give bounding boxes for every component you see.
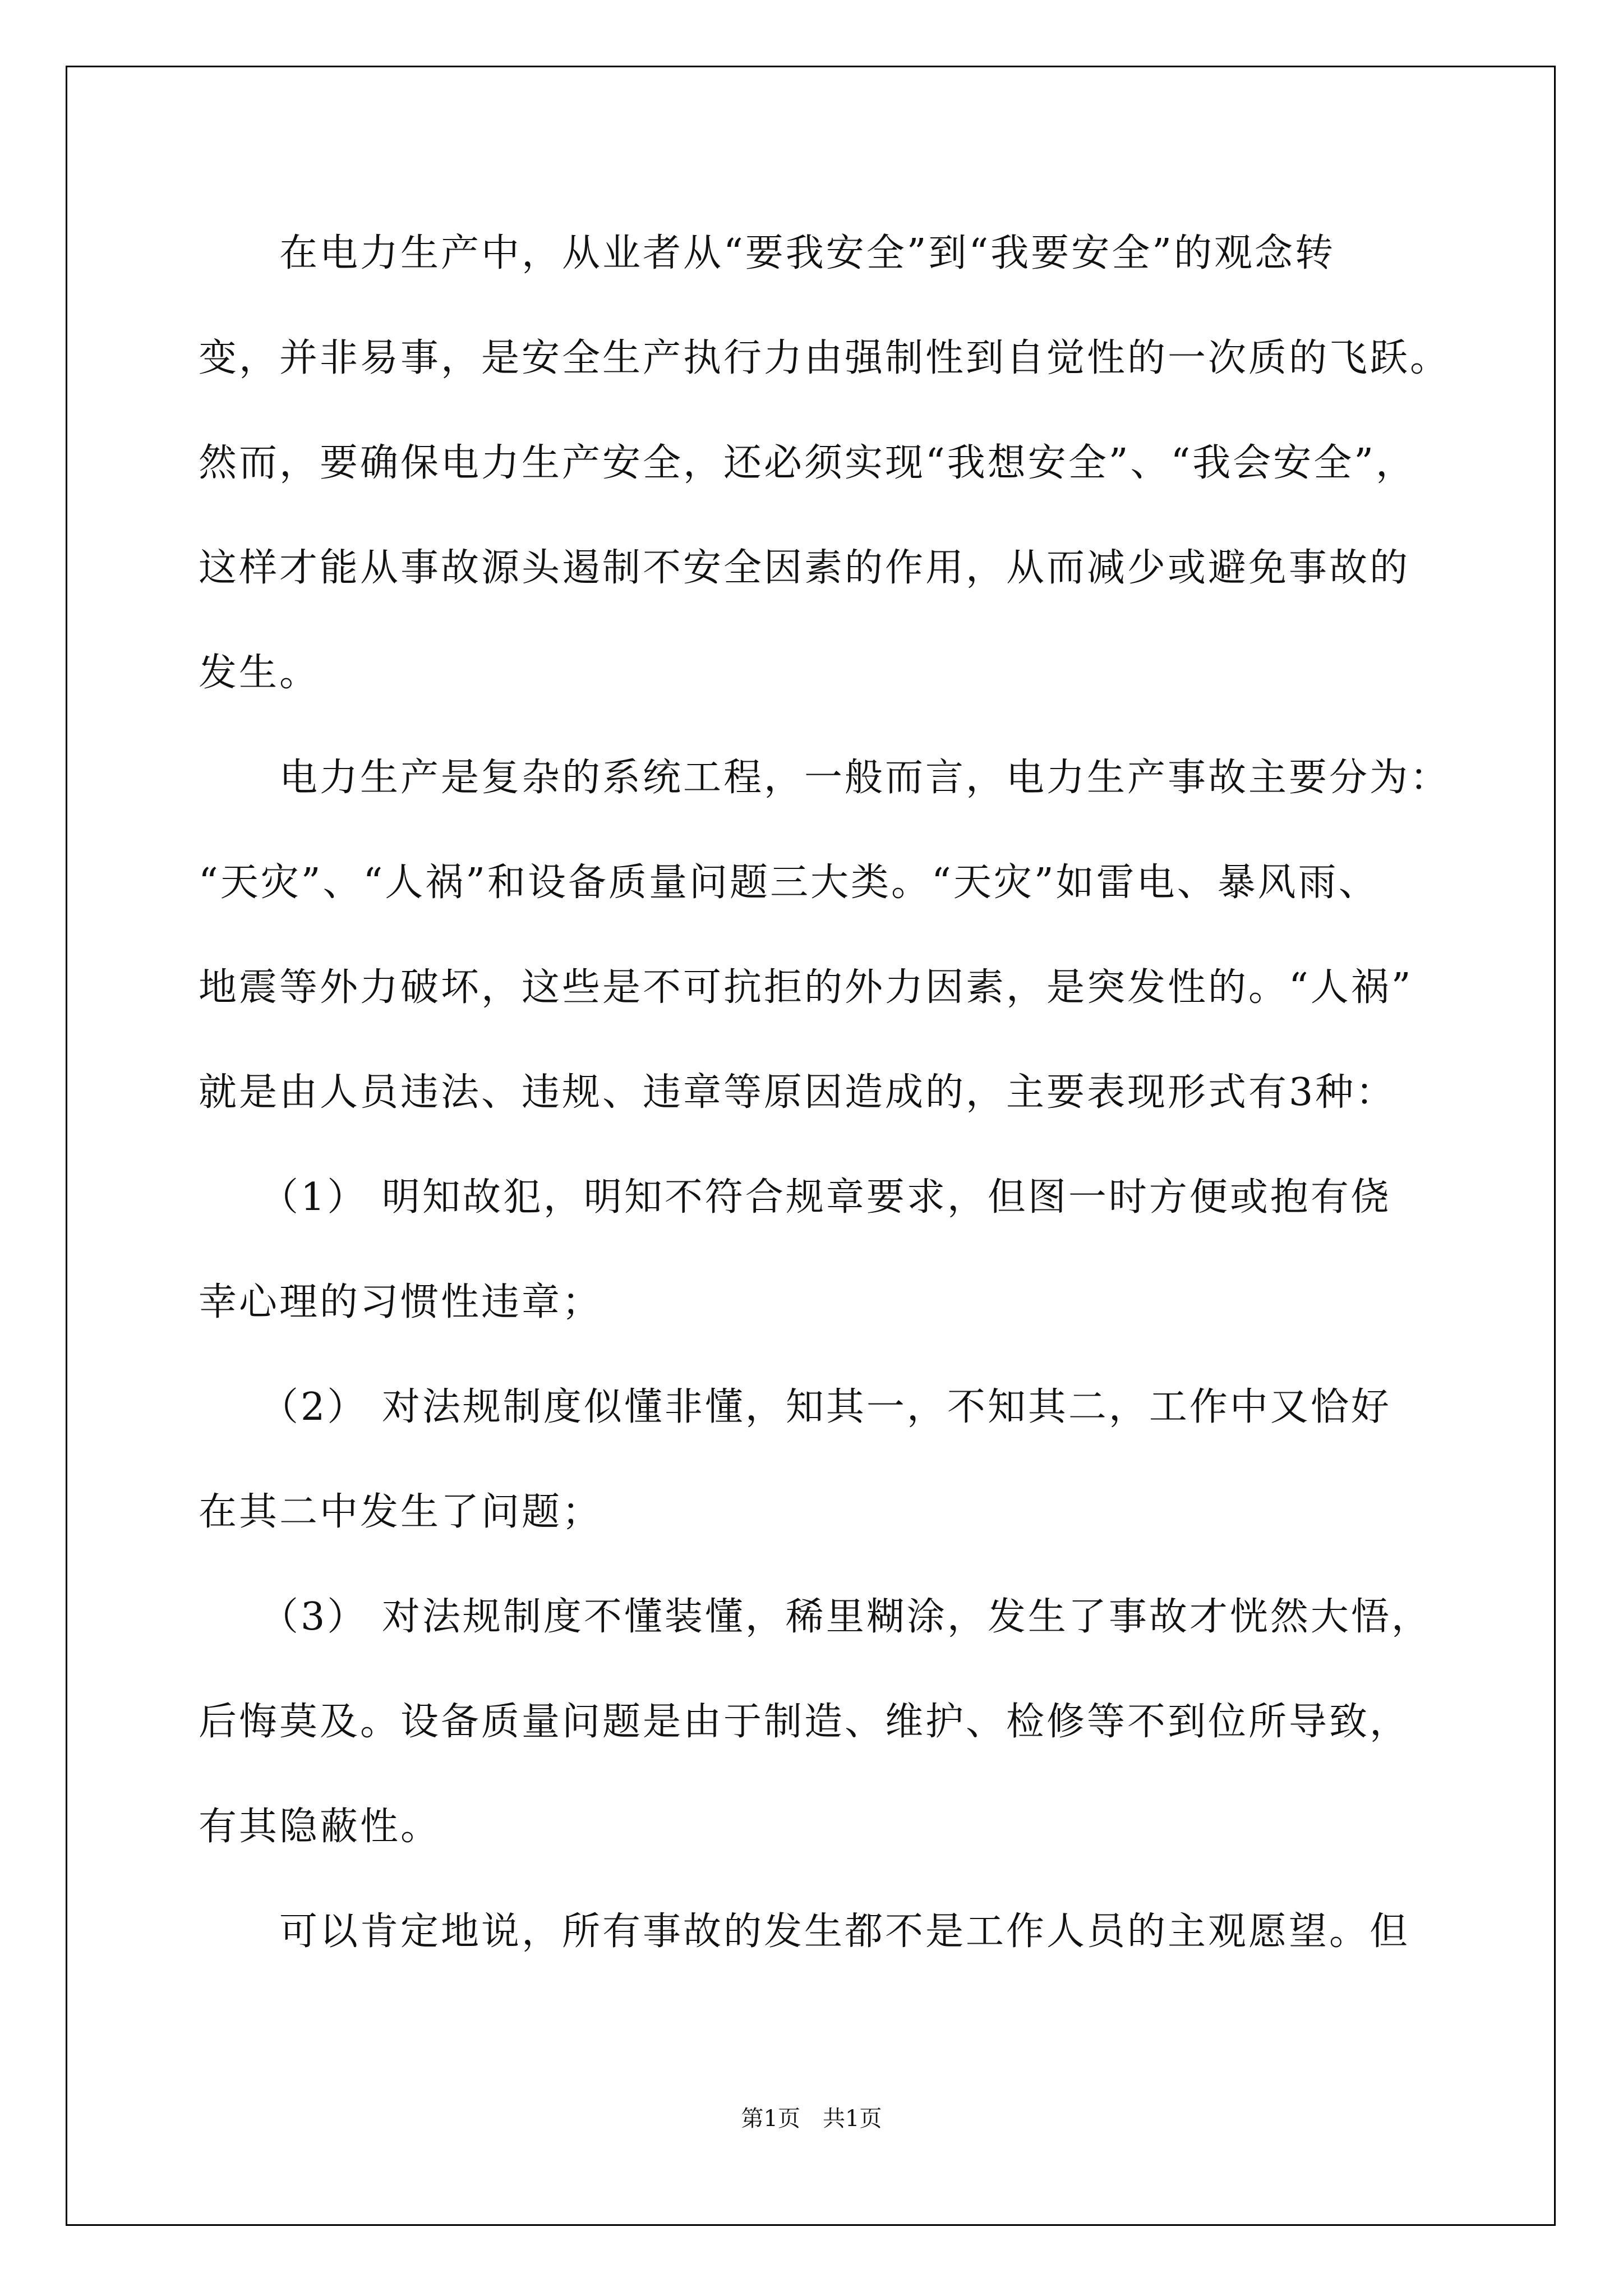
text-line: “天灾”、“人祸”和设备质量问题三大类。“天灾”如雷电、暴风雨、 <box>199 861 1379 905</box>
text-line: （2） 对法规制度似懂非懂，知其一，不知其二，工作中又恰好 <box>199 1385 1391 1429</box>
text-line: 电力生产是复杂的系统工程，一般而言，电力生产事故主要分为： <box>199 756 1451 800</box>
text-line: 变，并非易事，是安全生产执行力由强制性到自觉性的一次质的飞跃。 <box>199 336 1451 380</box>
text-line: 就是由人员违法、违规、违章等原因造成的，主要表现形式有3种： <box>199 1070 1396 1115</box>
text-line: 地震等外力破坏，这些是不可抗拒的外力因素，是突发性的。“人祸” <box>199 965 1413 1010</box>
text-line: 在电力生产中，从业者从“要我安全”到“我要安全”的观念转 <box>199 231 1336 275</box>
text-line: 有其隐蔽性。 <box>199 1805 441 1849</box>
text-line: 可以肯定地说，所有事故的发生都不是工作人员的主观愿望。但 <box>199 1910 1410 1954</box>
text-line: 在其二中发生了问题； <box>199 1490 603 1534</box>
document-body <box>199 201 1451 1984</box>
text-line: 幸心理的习惯性违章； <box>199 1280 603 1324</box>
text-line: （3） 对法规制度不懂装懂，稀里糊涂，发生了事故才恍然大悟， <box>199 1595 1432 1639</box>
text-line: （1） 明知故犯，明知不符合规章要求，但图一时方便或抱有侥 <box>199 1175 1391 1220</box>
text-line: 然而，要确保电力生产安全，还必须实现“我想安全”、“我会安全”， <box>199 441 1417 485</box>
text-line: 这样才能从事故源头遏制不安全因素的作用，从而减少或避免事故的 <box>199 546 1410 590</box>
page-footer: 第1页 共1页 <box>741 2106 882 2132</box>
text-line: 发生。 <box>199 651 320 695</box>
text-line: 后悔莫及。设备质量问题是由于制造、维护、检修等不到位所导致， <box>199 1700 1410 1744</box>
